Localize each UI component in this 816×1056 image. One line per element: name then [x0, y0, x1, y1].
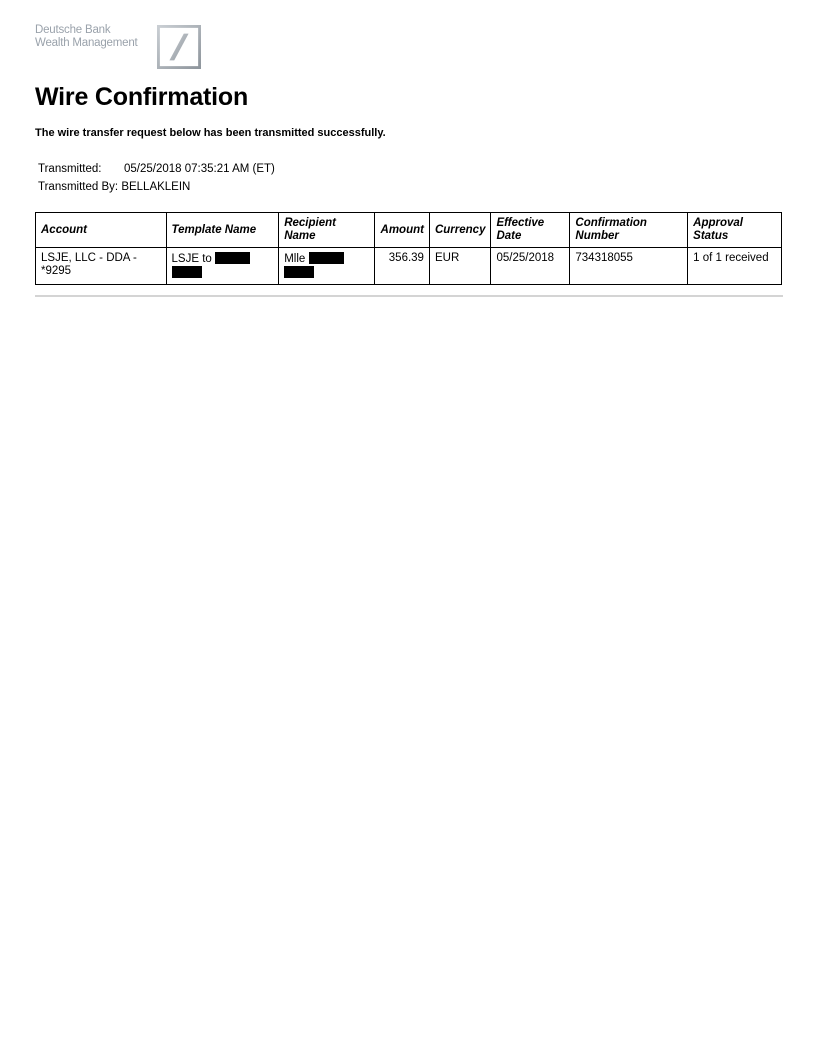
deutsche-bank-slash-logo-icon [157, 25, 201, 69]
brand-line-2: Wealth Management [35, 37, 138, 49]
redaction-block [172, 266, 202, 278]
transmitted-label: Transmitted: [38, 163, 102, 175]
transmission-details [38, 161, 275, 196]
success-message: The wire transfer request below has been transmitted successfully. [35, 127, 386, 139]
col-approval-status: Approval Status [688, 213, 782, 248]
redaction-block [284, 266, 314, 278]
table-header-row [36, 213, 782, 248]
cell-recipient-name [279, 248, 375, 285]
brand-line-1: Deutsche Bank [35, 24, 111, 36]
brand-name [35, 24, 138, 50]
col-currency: Currency [429, 213, 491, 248]
cell-amount: 356.39 [374, 248, 429, 285]
brand-logo [35, 24, 215, 72]
cell-currency: EUR [429, 248, 491, 285]
template-name-text: LSJE to [171, 253, 212, 265]
table-row [36, 248, 782, 285]
transmitted-row [38, 161, 275, 179]
recipient-name-text: Mlle [284, 253, 306, 265]
wire-table [35, 212, 782, 285]
col-confirmation-number: Confirmation Number [570, 213, 688, 248]
transmitted-by-row [38, 179, 275, 197]
cell-effective-date: 05/25/2018 [491, 248, 570, 285]
col-effective-date: Effective Date [491, 213, 570, 248]
col-amount: Amount [374, 213, 429, 248]
cell-account: LSJE, LLC - DDA - *9295 [36, 248, 167, 285]
transmitted-value: 05/25/2018 07:35:21 AM (ET) [124, 163, 275, 175]
col-template-name: Template Name [166, 213, 279, 248]
col-recipient-name: Recipient Name [279, 213, 375, 248]
page-title: Wire Confirmation [35, 83, 249, 111]
cell-approval-status: 1 of 1 received [688, 248, 782, 285]
redaction-block [309, 252, 344, 264]
col-account: Account [36, 213, 167, 248]
cell-confirmation-number: 734318055 [570, 248, 688, 285]
divider [35, 295, 783, 297]
transmitted-by-value: BELLAKLEIN [121, 180, 191, 193]
cell-template-name [166, 248, 279, 285]
redaction-block [215, 252, 250, 264]
transmitted-by-label: Transmitted By: [38, 180, 119, 193]
